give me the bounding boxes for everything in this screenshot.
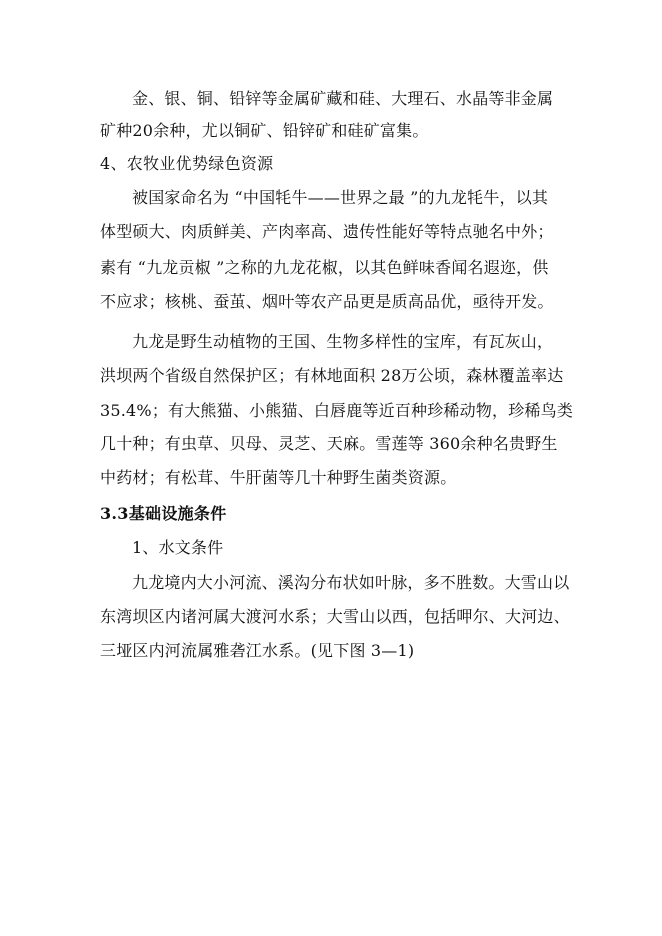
yak-paragraph-line-2: 体型硕大、肉质鲜美、产肉率高、遗传性能好等特点驰名中外； — [100, 222, 554, 241]
yak-paragraph-line-3: 素有 “九龙贡椒 ”之称的九龙花椒，以其色鲜味香闻名遐迩，供 — [100, 258, 549, 277]
hydrology-paragraph-line-1: 九龙境内大小河流、溪沟分布状如叶脉，多不胜数。大雪山以 — [132, 573, 570, 592]
section-agriculture-heading: 4、农牧业优势绿色资源 — [100, 154, 274, 173]
minerals-line-1: 金、银、铜、铅锌等金属矿藏和硅、大理石、水晶等非金属 — [132, 89, 554, 108]
section-3-3-heading: 3.3基础设施条件 — [100, 504, 227, 523]
yak-paragraph-line-1: 被国家命名为 “中国牦牛——世界之最 ”的九龙牦牛，以其 — [132, 188, 549, 207]
wildlife-paragraph-line-3: 35.4%；有大熊猫、小熊猫、白唇鹿等近百种珍稀动物，珍稀鸟类 — [100, 401, 574, 420]
wildlife-paragraph-line-2: 洪坝两个省级自然保护区；有林地面积 28万公顷，森林覆盖率达 — [100, 366, 564, 385]
minerals-line-2: 矿种20余种，尤以铜矿、铅锌矿和硅矿富集。 — [100, 121, 429, 140]
hydrology-subheading: 1、水文条件 — [132, 538, 224, 557]
yak-paragraph-line-4: 不应求；核桃、蚕茧、烟叶等农产品更是质高品优，亟待开发。 — [100, 292, 554, 311]
wildlife-paragraph-line-1: 九龙是野生动植物的王国、生物多样性的宝库，有瓦灰山， — [132, 332, 554, 351]
wildlife-paragraph-line-5: 中药材；有松茸、牛肝菌等几十种野生菌类资源。 — [100, 468, 457, 487]
hydrology-paragraph-line-3: 三垭区内河流属雅砻江水系。(见下图 3—1) — [100, 641, 415, 660]
wildlife-paragraph-line-4: 几十种；有虫草、贝母、灵芝、天麻。雪莲等 360余种名贵野生 — [100, 434, 558, 453]
hydrology-paragraph-line-2: 东湾坝区内诸河属大渡河水系；大雪山以西，包括呷尔、大河边、 — [100, 607, 570, 626]
